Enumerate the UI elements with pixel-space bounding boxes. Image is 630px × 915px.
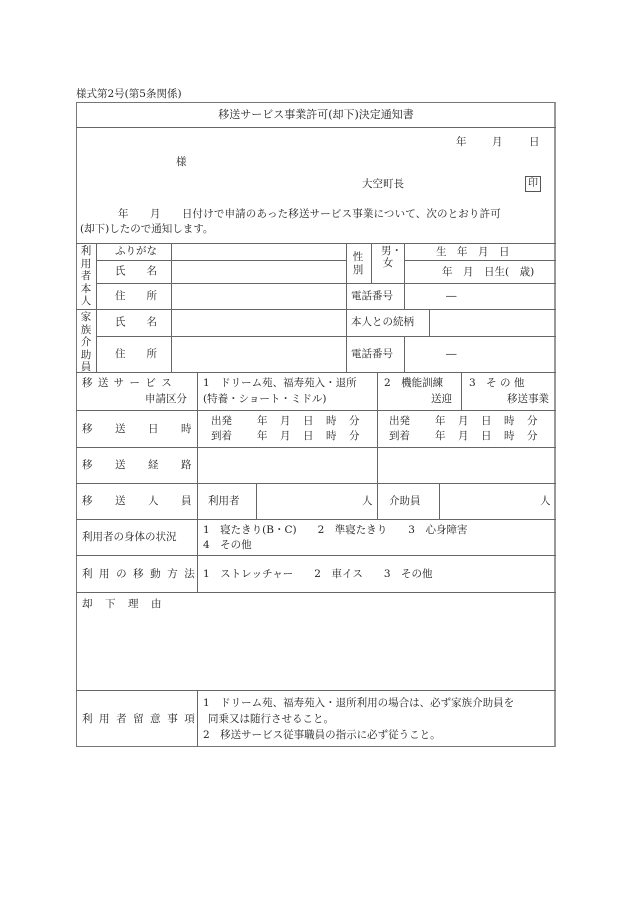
service-option-1-line2: (特養・ショート・ミドル) (203, 393, 327, 405)
service-option-1-line1: 1 ドリーム苑、福寿苑入・退所 (203, 377, 357, 389)
body-text-line1: 年 月 日付けで申請のあった移送サービス事業について、次のとおり許可 (118, 208, 501, 220)
user-address-field[interactable] (172, 284, 346, 309)
depart-units-2: 年 月 日 時 分 (435, 415, 539, 427)
date-year: 年 (456, 136, 467, 148)
relation-field[interactable] (430, 310, 555, 336)
mobility-label: 利 用 の 移 動 方 法 (82, 568, 197, 580)
divider (96, 243, 97, 372)
user-address-label: 住 所 (115, 290, 157, 302)
personnel-label: 移 送 人 員 (82, 495, 192, 507)
divider (439, 483, 440, 519)
rejection-reason-label: 却 下 理 由 (82, 598, 163, 610)
user-group-label: 利用者本人 (80, 245, 92, 307)
route-field-1[interactable] (198, 448, 376, 483)
service-option-2-line1: 2 機能訓練 (384, 377, 444, 389)
date-month: 月 (492, 136, 503, 148)
divider (404, 260, 556, 261)
divider (76, 483, 556, 484)
user-phone-label: 電話番号 (351, 290, 393, 302)
divider (197, 690, 198, 747)
family-name-field[interactable] (172, 310, 346, 336)
condition-label: 利用者の身体の状況 (82, 531, 177, 543)
notes-label: 利 用 者 留 意 事 項 (82, 713, 197, 725)
personnel-user-unit: 人 (362, 495, 373, 507)
birth-value: 年 月 日生( 歳) (442, 266, 535, 278)
divider (76, 127, 556, 128)
addressee-suffix: 様 (176, 156, 187, 168)
divider (197, 555, 198, 592)
datetime-label: 移 送 日 時 (82, 423, 192, 435)
divider (404, 336, 405, 372)
notes-line1: 1 ドリーム苑、福寿苑入・退所利用の場合は、必ず家族介助員を (203, 697, 515, 709)
arrive-units-2: 年 月 日 時 分 (435, 430, 539, 442)
arrive-label-2: 到着 (389, 430, 410, 442)
arrive-units-1: 年 月 日 時 分 (257, 430, 361, 442)
sex-options: 男・女 (381, 245, 402, 269)
divider (76, 410, 556, 411)
user-phone-separator: ― (446, 290, 457, 302)
route-field-2[interactable] (378, 448, 555, 483)
personnel-helper-unit: 人 (540, 495, 551, 507)
furigana-label: ふりがな (115, 245, 157, 257)
divider (76, 519, 556, 520)
family-address-label: 住 所 (115, 348, 157, 360)
condition-options-line2: 4 その他 (203, 539, 252, 551)
depart-label-2: 出発 (389, 415, 410, 427)
seal-mark: 印 (525, 176, 541, 192)
depart-label-1: 出発 (211, 415, 232, 427)
family-name-label: 氏 名 (115, 316, 157, 328)
divider (76, 555, 556, 556)
divider (76, 243, 556, 244)
service-option-3-line1: 3 そ の 他 (469, 377, 525, 389)
divider (76, 690, 556, 691)
divider (76, 372, 556, 373)
divider (76, 592, 556, 593)
notes-line2: 同乗又は随行させること。 (208, 713, 334, 725)
birth-header: 生 年 月 日 (436, 246, 510, 258)
date-day: 日 (529, 136, 540, 148)
divider (346, 243, 347, 372)
service-label-line1: 移 送 サ ー ビ ス (82, 377, 173, 389)
rejection-reason-field[interactable] (77, 612, 554, 689)
divider (377, 372, 378, 519)
service-label-line2: 申請区分 (145, 393, 187, 405)
divider (96, 336, 556, 337)
user-name-field[interactable] (172, 261, 346, 283)
sex-label: 性別 (352, 251, 364, 276)
relation-label: 本人との続柄 (351, 316, 414, 328)
personnel-helper-label: 介助員 (389, 495, 421, 507)
user-name-label: 氏 名 (115, 265, 157, 277)
user-phone-field[interactable] (405, 284, 555, 309)
family-phone-separator: ― (446, 348, 457, 360)
personnel-user-label: 利用者 (208, 495, 240, 507)
family-group-label: 家族介助員 (80, 311, 92, 373)
depart-units-1: 年 月 日 時 分 (257, 415, 361, 427)
divider (461, 372, 462, 410)
condition-options-line1: 1 寝たきり(B・C) 2 準寝たきり 3 心身障害 (203, 524, 468, 536)
notes-line3: 2 移送サービス従事職員の指示に必ず従うこと。 (203, 729, 441, 741)
family-phone-label: 電話番号 (351, 348, 393, 360)
form-title: 移送サービス事業許可(却下)決定通知書 (218, 108, 414, 121)
divider (256, 483, 257, 519)
form-number: 様式第2号(第5条関係) (76, 88, 182, 100)
service-option-3-line2: 移送事業 (507, 393, 549, 405)
mobility-options: 1 ストレッチャー 2 車イス 3 その他 (203, 568, 433, 580)
body-text-line2: (却下)したので通知します。 (80, 223, 214, 235)
route-label: 移 送 経 路 (82, 459, 192, 471)
divider (371, 243, 372, 283)
issuer-name: 大空町長 (362, 178, 404, 190)
service-option-2-line2: 送迎 (431, 393, 452, 405)
arrive-label-1: 到着 (211, 430, 232, 442)
